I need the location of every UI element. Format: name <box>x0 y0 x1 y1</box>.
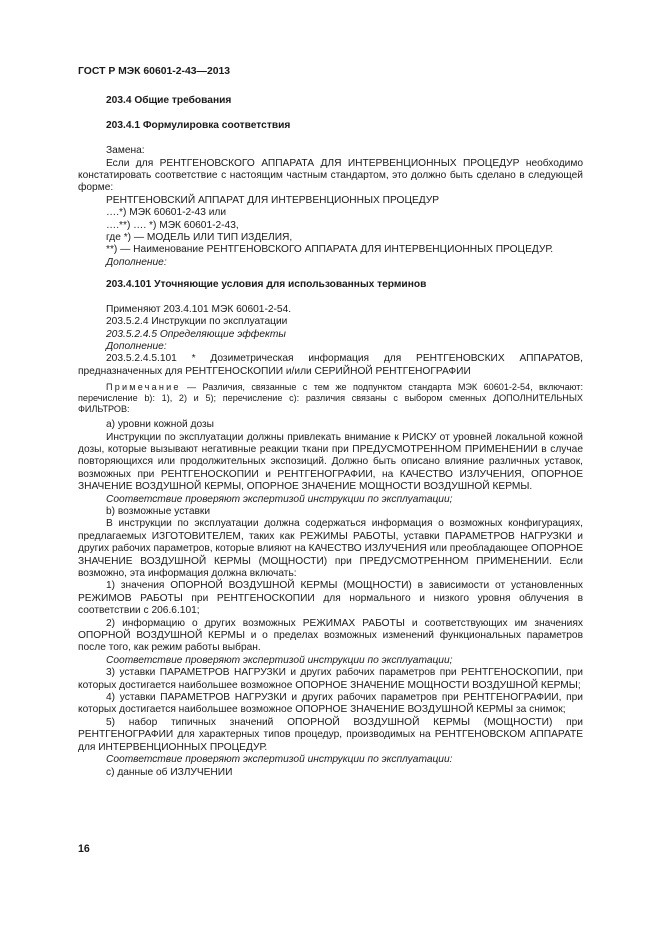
paragraph: 203.5.2.4.5.101 * Дозиметрическая информация для РЕНТГЕНОВСКИХ АППАРАТОВ, предназначенных для РЕНТГЕНОСКОПИИ и/или СЕРИЙНОЙ РЕНТГЕНОГРАФИИ <box>78 353 583 377</box>
document-page <box>78 66 583 779</box>
paragraph: РЕНТГЕНОВСКИЙ АППАРАТ ДЛЯ ИНТЕРВЕНЦИОННЫХ ПРОЦЕДУР <box>106 194 440 206</box>
paragraph: а) уровни кожной дозы <box>106 419 214 431</box>
note-text: — Различия, связанные с тем же подпунктом стандарта МЭК 60601-2-54, включают: перечисление b): 1), 2) и 5); перечисление с): различия связаны с выбором сменных ДОПОЛНИТЕЛЬНЫХ ФИЛЬТРОВ: <box>78 382 583 415</box>
paragraph: Замена: <box>106 145 145 157</box>
section-heading-203-4-101: 203.4.101 Уточняющие условия для использованных терминов <box>106 279 427 291</box>
paragraph: b) возможные уставки <box>106 505 211 517</box>
note <box>78 382 583 415</box>
paragraph: 2) информацию о других возможных РЕЖИМАХ РАБОТЫ и соответствующих им значениях ОПОРНОЙ ВОЗДУШНОЙ КЕРМЫ и о пределах возможных изменений функциональных параметров после того, как режим работы выбран. <box>78 617 583 654</box>
paragraph: 1) значения ОПОРНОЙ ВОЗДУШНОЙ КЕРМЫ (МОЩНОСТИ) в зависимости от установленных РЕЖИМОВ РАБОТЫ при РЕНТГЕНОСКОПИИ для нормального и низкого уровня облучения в соответствии с 206.6.101; <box>78 580 583 617</box>
paragraph-italic: Соответствие проверяют экспертизой инструкции по эксплуатации; <box>106 654 453 666</box>
paragraph: 203.5.2.4 Инструкции по эксплуатации <box>106 316 288 328</box>
paragraph: В инструкции по эксплуатации должна содержаться информация о возможных конфигурациях, предлагаемых ИЗГОТОВИТЕЛЕМ, таких как РЕЖИМЫ РАБОТЫ, уставки ПАРАМЕТРОВ НАГРУЗКИ и других рабочих параметров, которые влияют на КАЧЕСТВО ИЗЛУЧЕНИЯ или преобладающее ОПОРНОЕ ЗНАЧЕНИЕ ВОЗДУШНОЙ КЕРМЫ (МОЩНОСТИ) при ПРЕДУСМОТРЕННОМ ПРИМЕНЕНИИ. Если возможно, эта информация должна включать: <box>78 518 583 579</box>
paragraph: Если для РЕНТГЕНОВСКОГО АППАРАТА ДЛЯ ИНТЕРВЕНЦИОННЫХ ПРОЦЕДУР необходимо констатировать соответствие с настоящим частным стандартом, это должно быть сделано в следующей форме: <box>78 157 583 194</box>
paragraph: где *) — МОДЕЛЬ ИЛИ ТИП ИЗДЕЛИЯ, <box>106 232 293 244</box>
document-header: ГОСТ Р МЭК 60601-2-43—2013 <box>78 66 231 77</box>
paragraph: 4) уставки ПАРАМЕТРОВ НАГРУЗКИ и других рабочих параметров при РЕНТГЕНОГРАФИИ, при которых достигается наибольшее возможное ОПОРНОЕ ЗНАЧЕНИЕ ВОЗДУШНОЙ КЕРМЫ за снимок; <box>78 692 583 716</box>
paragraph: Инструкции по эксплуатации должны привлекать внимание к РИСКУ от уровней локальной кожной дозы, которые вызывают негативные реакции ткани при ПРЕДУСМОТРЕННОМ ПРИМЕНЕНИИ в случае повторяющихся или продолжительных экспозиций. Должно быть описано влияние различных уставок, возможных при РЕНТГЕНОСКОПИИ и РЕНТГЕНОГРАФИИ, на КАЧЕСТВО ИЗЛУЧЕНИЯ, ОПОРНОЕ ЗНАЧЕНИЕ ВОЗДУШНОЙ КЕРМЫ, ОПОРНОЕ ЗНАЧЕНИЕ МОЩНОСТИ ВОЗДУШНОЙ КЕРМЫ. <box>78 431 583 493</box>
paragraph: ….**) …. *) МЭК 60601-2-43, <box>106 219 239 231</box>
paragraph: с) данные об ИЗЛУЧЕНИИ <box>106 766 233 778</box>
paragraph: 3) уставки ПАРАМЕТРОВ НАГРУЗКИ и других рабочих параметров при РЕНТГЕНОСКОПИИ, при которых достигается наибольшее возможное ОПОРНОЕ ЗНАЧЕНИЕ МОЩНОСТИ ВОЗДУШНОЙ КЕРМЫ; <box>78 667 583 691</box>
paragraph-italic: Дополнение: <box>106 256 167 268</box>
paragraph-italic: Соответствие проверяют экспертизой инструкции по эксплуатации; <box>106 493 453 505</box>
paragraph: **) — Наименование РЕНТГЕНОВСКОГО АППАРАТА ДЛЯ ИНТЕРВЕНЦИОННЫХ ПРОЦЕДУР. <box>106 244 554 256</box>
paragraph: Применяют 203.4.101 МЭК 60601-2-54. <box>106 303 292 315</box>
page-number: 16 <box>78 843 90 855</box>
paragraph-italic: Соответствие проверяют экспертизой инструкции по эксплуатации: <box>106 754 453 766</box>
paragraph: 5) набор типичных значений ОПОРНОЙ ВОЗДУШНОЙ КЕРМЫ (МОЩНОСТИ) при РЕНТГЕНОГРАФИИ для характерных типов процедур, производимых на РЕНТГЕНОВСКОМ АППАРАТЕ для ИНТЕРВЕНЦИОННЫХ ПРОЦЕДУР. <box>78 716 583 753</box>
section-heading-203-4-1: 203.4.1 Формулировка соответствия <box>106 119 291 131</box>
paragraph-italic: 203.5.2.4.5 Определяющие эффекты <box>106 328 286 340</box>
paragraph-italic: Дополнение: <box>106 340 167 352</box>
paragraph: ….*) МЭК 60601-2-43 или <box>106 207 227 219</box>
section-heading-203-4: 203.4 Общие требования <box>106 95 232 107</box>
note-label: Примечание <box>106 382 181 393</box>
